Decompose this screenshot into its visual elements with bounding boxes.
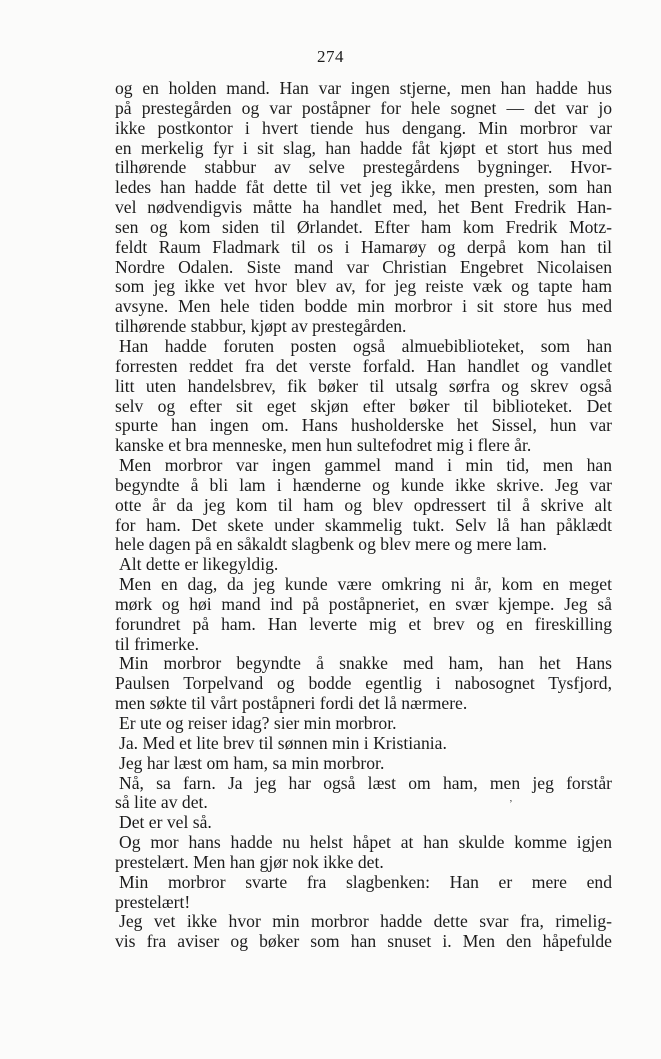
text-line: til frimerke.: [115, 633, 200, 654]
text-line: som jeg ikke vet hvor blev av, for jeg reiste væk og tapte ham: [115, 276, 612, 297]
text-line: Jeg vet ikke hvor min morbror hadde dette svar fra, rimelig-: [119, 911, 612, 932]
text-line: tilhørende stabbur, kjøpt av prestegården.: [115, 316, 407, 337]
text-line: avsyne. Men hele tiden bodde min morbror i sit store hus med: [115, 296, 612, 317]
print-speck: ’: [509, 798, 513, 810]
text-line: Men en dag, da jeg kunde være omkring ni år, kom en meget: [119, 574, 612, 595]
text-line: begyndte å bli lam i hænderne og kunde ikke skrive. Jeg var: [115, 474, 612, 495]
text-line: Han hadde foruten posten også almuebiblioteket, som han: [119, 335, 612, 356]
text-line: ledes han hadde fåt dette til vet jeg ikke, men presten, som han: [115, 177, 612, 198]
page-number: 274: [317, 47, 344, 66]
body-text: [115, 79, 612, 952]
text-line: Alt dette er likegyldig.: [119, 554, 279, 575]
text-line: vel nødvendigvis måtte ha handlet med, het Bent Fredrik Han-: [115, 197, 612, 218]
text-line: prestelært!: [115, 891, 191, 912]
text-line: vis fra aviser og bøker som han snuset i. Men den håpefulde: [115, 931, 612, 952]
text-line: en merkelig fyr i sit slag, han hadde fåt kjøpt et stort hus med: [115, 137, 612, 158]
text-line: Min morbror svarte fra slagbenken: Han er mere end: [119, 871, 612, 892]
text-line: selv og efter sit eget skjøn efter bøker til biblioteket. Det: [115, 395, 612, 416]
text-line: Jeg har læst om ham, sa min morbror.: [119, 752, 385, 773]
text-line: Nå, sa farn. Ja jeg har også læst om ham, men jeg forstår: [119, 772, 612, 793]
text-line: Nordre Odalen. Siste mand var Christian Engebret Nicolaisen: [115, 256, 612, 277]
text-line: så lite av det.: [115, 792, 208, 813]
text-line: Men morbror var ingen gammel mand i min tid, men han: [119, 455, 612, 476]
text-line: Og mor hans hadde nu helst håpet at han skulde komme igjen: [119, 832, 612, 853]
text-line: mørk og høi mand ind på poståpneriet, en svær kjempe. Jeg så: [115, 593, 612, 614]
text-line: for ham. Det skete under skammelig tukt. Selv lå han påklædt: [115, 514, 612, 535]
text-line: Det er vel så.: [119, 812, 212, 833]
text-line: tilhørende stabbur av selve prestegårdens bygninger. Hvor-: [115, 157, 612, 178]
text-line: Er ute og reiser idag? sier min morbror.: [119, 713, 397, 733]
text-line: otte år da jeg kom til ham og blev opdressert til å skrive alt: [115, 494, 612, 515]
text-line: Ja. Med et lite brev til sønnen min i Kristiania.: [119, 732, 447, 753]
text-line: hele dagen på en såkaldt slagbenk og blev mere og mere lam.: [115, 534, 547, 555]
text-line: forresten reddet fra det verste forfald. Han handlet og vandlet: [115, 355, 612, 376]
text-line: ikke postkontor i hvert tiende hus dengang. Min morbror var: [115, 117, 612, 138]
text-line: litt uten handelsbrev, fik bøker til utsalg sørfra og skrev også: [115, 375, 612, 396]
text-line: Paulsen Torpelvand og bodde egentlig i nabosognet Tysfjord,: [115, 673, 612, 694]
text-line: prestelært. Men han gjør nok ikke det.: [115, 851, 384, 872]
text-line: på prestegården og var poståpner for hele sognet — det var jo: [115, 97, 612, 118]
text-line: spurte han ingen om. Hans husholderske het Sissel, hun var: [115, 415, 612, 436]
text-line: og en holden mand. Han var ingen stjerne, men han hadde hus: [115, 78, 612, 98]
text-line: kanske et bra menneske, men hun sultefodret mig i flere år.: [115, 435, 532, 456]
text-line: sen og kom siden til Ørlandet. Efter ham kom Fredrik Motz-: [115, 216, 612, 237]
text-line: feldt Raum Fladmark til os i Hamarøy og derpå kom han til: [115, 236, 612, 257]
text-line: men søkte til vårt poståpneri fordi det lå nærmere.: [115, 693, 468, 714]
text-line: forundret på ham. Han leverte mig et brev og en fireskilling: [115, 613, 612, 634]
text-line: Min morbror begyndte å snakke med ham, han het Hans: [119, 653, 612, 674]
